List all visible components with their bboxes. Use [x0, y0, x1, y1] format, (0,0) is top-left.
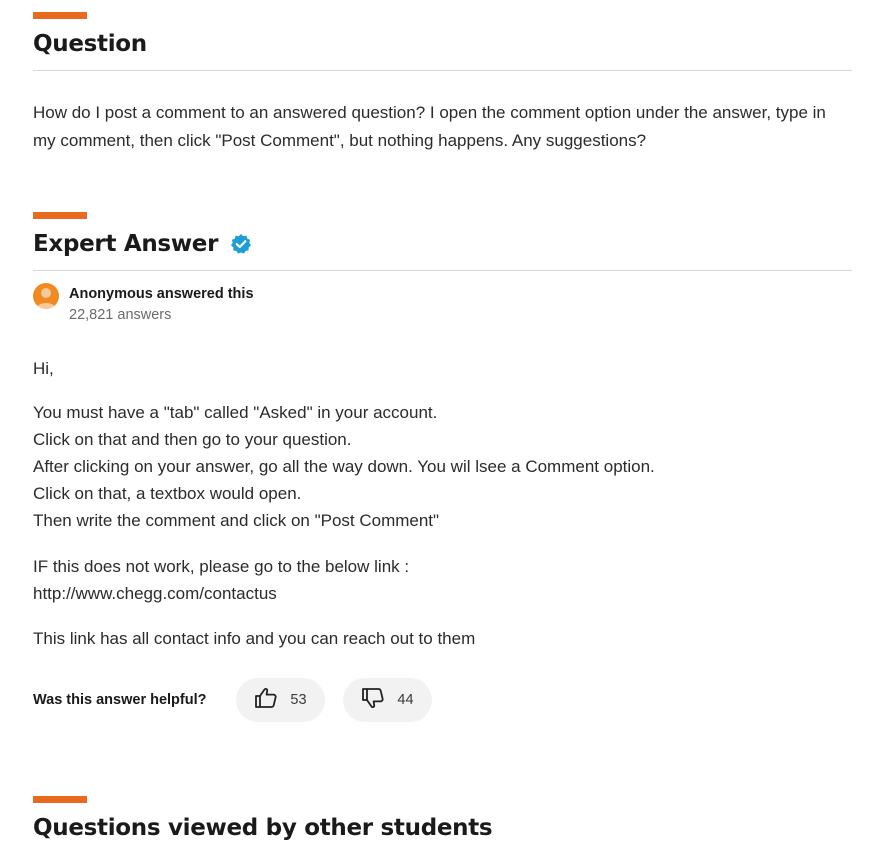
contact-link[interactable]: http://www.chegg.com/contactus — [33, 584, 277, 603]
question-accent-bar — [33, 12, 87, 19]
related-heading-text: Questions viewed by other students — [33, 815, 493, 841]
answer-heading-text: Expert Answer — [33, 231, 219, 257]
author-answer-count: 22,821 answers — [69, 307, 172, 323]
user-avatar-icon — [33, 283, 59, 309]
question-heading-text: Question — [33, 31, 147, 57]
downvote-count: 44 — [397, 692, 414, 708]
fallback-line: IF this does not work, please go to the below link : — [33, 557, 410, 576]
instruction-line: Click on that, a textbox would open. — [33, 484, 302, 503]
instruction-line: Click on that and then go to your question. — [33, 430, 352, 449]
answer-divider — [33, 270, 852, 271]
answer-fallback — [33, 553, 409, 607]
instruction-line: After clicking on your answer, go all the way down. You wil lsee a Comment option. — [33, 457, 655, 476]
related-accent-bar — [33, 796, 87, 803]
question-heading — [33, 31, 147, 57]
verified-badge-icon — [230, 233, 252, 255]
related-heading — [33, 815, 492, 841]
helpful-label: Was this answer helpful? — [33, 692, 207, 708]
downvote-button[interactable] — [343, 678, 432, 722]
upvote-button[interactable] — [236, 678, 325, 722]
thumbs-down-icon — [361, 687, 385, 714]
answer-greeting: Hi, — [33, 359, 54, 378]
instruction-line: Then write the comment and click on "Post Comment" — [33, 511, 440, 530]
answer-accent-bar — [33, 212, 87, 219]
instruction-line: You must have a "tab" called "Asked" in your account. — [33, 403, 438, 422]
answer-instructions — [33, 399, 655, 534]
thumbs-up-icon — [254, 687, 278, 714]
answer-closing: This link has all contact info and you can reach out to them — [33, 629, 476, 648]
question-divider — [33, 70, 852, 71]
upvote-count: 53 — [290, 692, 307, 708]
author-info — [69, 283, 254, 323]
helpful-row — [33, 678, 450, 722]
question-body: How do I post a comment to an answered question? I open the comment option under the answer, type in my comment, then click "Post Comment", but nothing happens. Any suggestions? — [33, 103, 826, 150]
author-name: Anonymous answered this — [69, 286, 254, 302]
author-row — [33, 283, 254, 323]
answer-heading — [33, 231, 252, 257]
